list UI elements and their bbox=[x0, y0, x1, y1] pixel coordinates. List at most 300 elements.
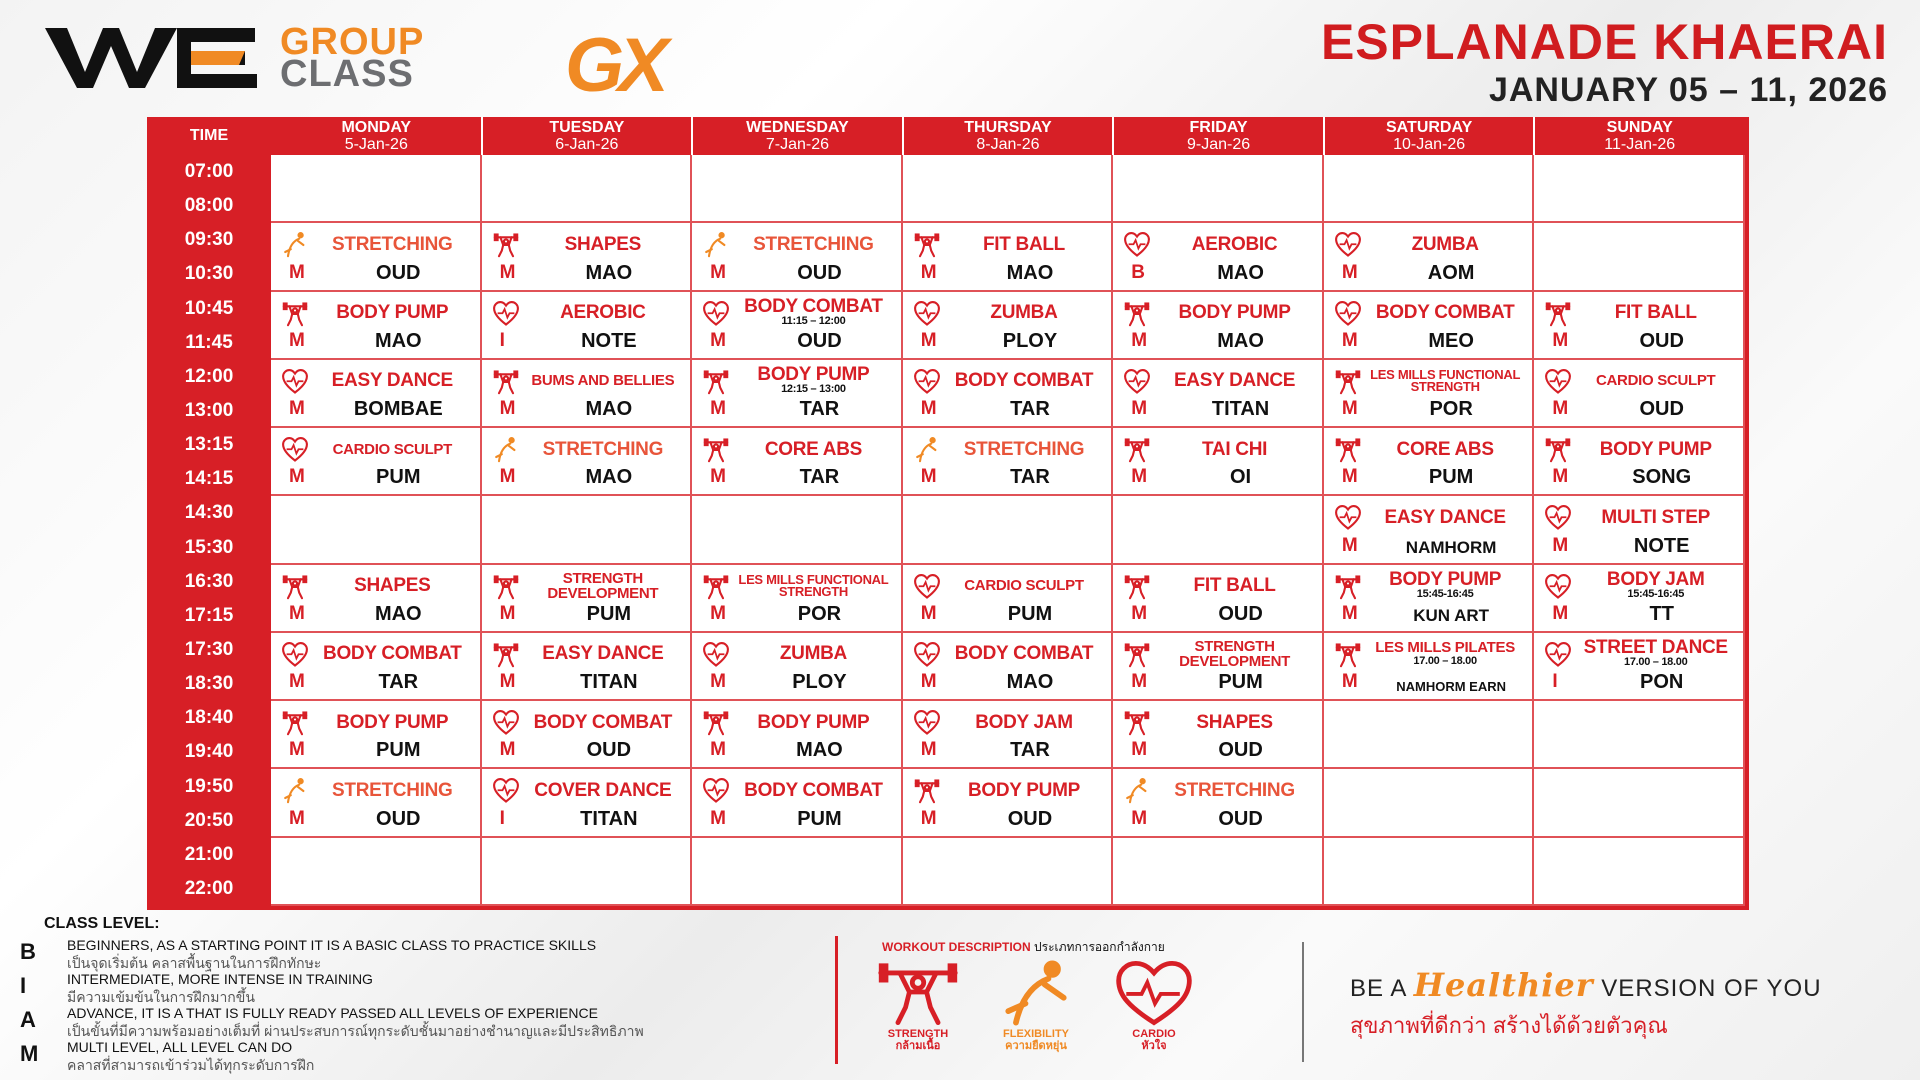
flexibility-icon bbox=[913, 436, 941, 464]
class-cell[interactable] bbox=[692, 292, 903, 360]
schedule-body bbox=[271, 155, 1745, 906]
level-desc-en: BEGINNERS, AS A STARTING POINT IT IS A BASIC CLASS TO PRACTICE SKILLS bbox=[67, 937, 597, 953]
class-name-text: AEROBIC bbox=[560, 302, 646, 324]
empty-cell bbox=[271, 155, 482, 223]
class-cell[interactable] bbox=[1534, 565, 1745, 633]
class-name-text: BODY COMBAT bbox=[744, 296, 883, 318]
class-cell[interactable] bbox=[903, 428, 1114, 496]
class-name bbox=[939, 364, 1110, 398]
class-cell[interactable] bbox=[1113, 428, 1324, 496]
class-level: M bbox=[710, 739, 726, 761]
flexibility-icon bbox=[281, 231, 309, 259]
strength-icon bbox=[1123, 573, 1151, 601]
class-cell[interactable] bbox=[1534, 496, 1745, 564]
time-label: 19:50 bbox=[184, 775, 234, 797]
class-name bbox=[1149, 637, 1320, 671]
trainer-name: TT bbox=[1649, 602, 1674, 625]
venue-block bbox=[1321, 14, 1888, 110]
cardio-icon bbox=[1544, 641, 1572, 669]
class-level: M bbox=[1341, 671, 1358, 693]
class-cell[interactable] bbox=[692, 565, 903, 633]
class-name-text: EASY DANCE bbox=[542, 643, 664, 665]
workout-title-th: ประเภทการออกกำลังกาย bbox=[1034, 940, 1165, 954]
flexibility-icon bbox=[1123, 777, 1151, 805]
trainer-name: TITAN bbox=[1211, 398, 1270, 421]
cardio-icon bbox=[702, 777, 730, 805]
day-name: TUESDAY bbox=[549, 119, 625, 136]
class-cell[interactable] bbox=[1534, 633, 1745, 701]
class-name bbox=[307, 364, 478, 398]
class-name-text: AEROBIC bbox=[1191, 233, 1278, 255]
class-name-text: ZUMBA bbox=[779, 643, 847, 665]
class-cell[interactable] bbox=[271, 633, 482, 701]
time-label: 13:00 bbox=[184, 400, 234, 422]
class-name bbox=[1149, 432, 1320, 466]
strength-icon bbox=[913, 231, 941, 259]
trainer-name: TAR bbox=[1010, 466, 1050, 489]
flexibility-icon bbox=[702, 231, 730, 259]
class-name-text: CARDIO SCULPT bbox=[964, 577, 1084, 595]
strength-icon bbox=[492, 573, 520, 601]
trainer-name: PLOY bbox=[1002, 329, 1058, 352]
class-name-text: BUMS AND BELLIES bbox=[531, 372, 675, 390]
brand-line1: GROUP bbox=[280, 21, 425, 63]
workout-label-en: STRENGTH bbox=[887, 1028, 949, 1040]
class-cell[interactable] bbox=[1534, 360, 1745, 428]
tagline-post: VERSION OF YOU bbox=[1601, 975, 1822, 1002]
class-name bbox=[728, 432, 899, 466]
workout-label-en: CARDIO bbox=[1132, 1028, 1176, 1040]
cardio-icon bbox=[702, 300, 730, 328]
cardio-icon bbox=[492, 709, 520, 737]
class-cell[interactable] bbox=[271, 360, 482, 428]
class-time: 17.00 – 18.00 bbox=[1624, 656, 1688, 669]
class-name-text: BODY PUMP bbox=[1178, 302, 1291, 324]
class-cell[interactable] bbox=[271, 769, 482, 837]
cardio-icon bbox=[281, 436, 309, 464]
class-time: 15:45-16:45 bbox=[1416, 588, 1474, 601]
workout-label-th: กล้ามเนื้อ bbox=[895, 1040, 941, 1052]
class-name-text: EASY DANCE bbox=[1384, 506, 1506, 528]
class-cell[interactable] bbox=[1324, 428, 1535, 496]
class-name-text: BODY COMBAT bbox=[954, 643, 1094, 665]
time-label: 17:15 bbox=[184, 604, 234, 626]
class-name bbox=[1149, 227, 1320, 261]
class-name-text: STRETCHING bbox=[753, 233, 874, 255]
time-label: 14:15 bbox=[184, 468, 234, 490]
class-cell[interactable] bbox=[482, 360, 693, 428]
class-name bbox=[1360, 637, 1531, 671]
class-cell[interactable] bbox=[692, 701, 903, 769]
class-name bbox=[728, 364, 899, 398]
day-name: SATURDAY bbox=[1386, 119, 1473, 136]
class-name bbox=[518, 227, 689, 261]
class-name bbox=[1570, 432, 1741, 466]
class-cell[interactable] bbox=[1534, 428, 1745, 496]
flexibility-icon bbox=[281, 777, 309, 805]
trainer-name: NOTE bbox=[1633, 534, 1690, 557]
class-level: M bbox=[289, 329, 305, 351]
class-level: M bbox=[920, 261, 937, 283]
class-level: M bbox=[289, 739, 305, 761]
empty-cell bbox=[903, 155, 1114, 223]
class-name-text: BODY PUMP bbox=[757, 364, 870, 386]
class-cell[interactable] bbox=[692, 223, 903, 291]
trainer-name: OUD bbox=[586, 739, 632, 762]
cardio-icon bbox=[1334, 231, 1362, 259]
group-class-wordmark bbox=[280, 21, 425, 95]
strength-icon bbox=[1334, 641, 1362, 669]
cardio-icon bbox=[913, 709, 941, 737]
brand-logo bbox=[45, 20, 745, 108]
class-level: M bbox=[1552, 398, 1569, 420]
class-level: M bbox=[1552, 602, 1569, 624]
trainer-name: MAO bbox=[374, 602, 422, 625]
class-level: M bbox=[1131, 466, 1148, 488]
trainer-name: MAO bbox=[1006, 261, 1054, 284]
trainer-name: MAO bbox=[585, 261, 633, 284]
empty-cell bbox=[1113, 496, 1324, 564]
class-name bbox=[1149, 364, 1320, 398]
class-cell[interactable] bbox=[903, 292, 1114, 360]
class-name bbox=[307, 432, 478, 466]
class-name-text: SHAPES bbox=[354, 575, 431, 597]
class-time: 11:15 – 12:00 bbox=[781, 315, 846, 328]
class-level: M bbox=[1131, 398, 1148, 420]
time-label: 10:30 bbox=[184, 263, 234, 285]
cardio-icon bbox=[913, 368, 941, 396]
empty-cell bbox=[692, 838, 903, 906]
day-header-wednesday bbox=[692, 117, 903, 155]
header-divider bbox=[1112, 117, 1114, 155]
trainer-name: NAMHORM bbox=[1405, 537, 1497, 557]
class-name bbox=[1570, 637, 1741, 671]
time-header: TIME bbox=[189, 127, 229, 144]
class-level: M bbox=[920, 602, 937, 624]
class-cell[interactable] bbox=[903, 769, 1114, 837]
trainer-name: PUM bbox=[797, 807, 842, 830]
class-level: M bbox=[1131, 807, 1148, 829]
class-level: M bbox=[289, 398, 305, 420]
day-name: MONDAY bbox=[341, 119, 412, 136]
class-name bbox=[728, 227, 899, 261]
workout-label-th: หัวใจ bbox=[1141, 1040, 1167, 1052]
empty-cell bbox=[692, 155, 903, 223]
class-cell[interactable] bbox=[692, 769, 903, 837]
class-name bbox=[518, 364, 689, 398]
class-name bbox=[1149, 296, 1320, 330]
header-divider bbox=[481, 117, 483, 155]
class-cell[interactable] bbox=[271, 565, 482, 633]
class-level: M bbox=[710, 466, 726, 488]
trainer-name: OUD bbox=[797, 261, 842, 284]
trainer-name: PON bbox=[1640, 671, 1684, 694]
class-name bbox=[939, 296, 1110, 330]
class-cell[interactable] bbox=[1534, 292, 1745, 360]
class-cell[interactable] bbox=[482, 565, 693, 633]
trainer-name: MAO bbox=[1217, 329, 1264, 352]
day-header-friday bbox=[1113, 117, 1324, 155]
time-label: 19:40 bbox=[184, 741, 234, 763]
class-cell[interactable] bbox=[1324, 223, 1535, 291]
cardio-icon bbox=[281, 641, 309, 669]
class-time: 17.00 – 18.00 bbox=[1413, 655, 1477, 668]
workout-label bbox=[1104, 1028, 1204, 1052]
strength-icon bbox=[1123, 641, 1151, 669]
class-level: M bbox=[1552, 466, 1569, 488]
class-name-text: CARDIO SCULPT bbox=[332, 440, 452, 458]
class-name bbox=[1360, 364, 1531, 398]
cardio-icon bbox=[913, 573, 941, 601]
class-cell[interactable] bbox=[1324, 565, 1535, 633]
time-label: 15:30 bbox=[184, 536, 234, 558]
class-cell[interactable] bbox=[1113, 701, 1324, 769]
flexibility-icon bbox=[986, 958, 1086, 1028]
class-name-text: LES MILLS PILATES bbox=[1375, 639, 1515, 657]
level-desc-th: เป็นจุดเริ่มต้น คลาสพื้นฐานในการฝึกทักษะ bbox=[67, 955, 322, 971]
class-cell[interactable] bbox=[692, 360, 903, 428]
class-name bbox=[1149, 773, 1320, 807]
class-name bbox=[939, 432, 1110, 466]
class-name-text: STRETCHING bbox=[332, 779, 453, 801]
trainer-name: PUM bbox=[376, 739, 421, 762]
class-level: M bbox=[920, 466, 937, 488]
class-cell[interactable] bbox=[482, 769, 693, 837]
class-level: M bbox=[1341, 602, 1358, 624]
workout-cardio bbox=[1104, 958, 1204, 1052]
time-label: 17:30 bbox=[184, 638, 234, 660]
cardio-icon bbox=[281, 368, 309, 396]
class-name-text: STRENGTH DEVELOPMENT bbox=[547, 569, 659, 602]
class-name-text: BODY COMBAT bbox=[954, 370, 1094, 392]
strength-icon bbox=[1123, 300, 1151, 328]
trainer-name: TAR bbox=[1010, 398, 1050, 421]
trainer-name: SONG bbox=[1632, 466, 1692, 489]
trainer-name: PUM bbox=[376, 466, 421, 489]
class-name-text: ZUMBA bbox=[990, 302, 1058, 324]
class-cell[interactable] bbox=[1324, 292, 1535, 360]
level-letter-a: A bbox=[20, 1007, 36, 1032]
day-header-thursday bbox=[903, 117, 1114, 155]
class-cell[interactable] bbox=[1113, 223, 1324, 291]
trainer-name: TAR bbox=[799, 398, 840, 421]
strength-icon bbox=[1544, 300, 1572, 328]
empty-cell bbox=[692, 496, 903, 564]
day-date: 9-Jan-26 bbox=[1186, 136, 1251, 153]
class-level: M bbox=[499, 739, 516, 761]
class-name-text: COVER DANCE bbox=[534, 779, 672, 801]
trainer-name: MAO bbox=[585, 398, 633, 421]
empty-cell bbox=[903, 838, 1114, 906]
class-name bbox=[1360, 227, 1531, 261]
flexibility-icon bbox=[492, 436, 520, 464]
divider bbox=[1302, 942, 1304, 1062]
class-level: M bbox=[1552, 329, 1569, 351]
class-level: M bbox=[289, 261, 305, 283]
class-cell[interactable] bbox=[903, 223, 1114, 291]
strength-icon bbox=[1123, 709, 1151, 737]
class-name-text: CORE ABS bbox=[1396, 438, 1494, 460]
class-cell[interactable] bbox=[482, 292, 693, 360]
trainer-name: MAO bbox=[585, 466, 633, 489]
header-divider bbox=[691, 117, 693, 155]
trainer-name: OUD bbox=[1218, 602, 1263, 625]
day-date: 5-Jan-26 bbox=[344, 136, 408, 153]
class-cell[interactable] bbox=[482, 701, 693, 769]
empty-cell bbox=[1113, 155, 1324, 223]
trainer-name: OUD bbox=[1007, 807, 1053, 830]
class-cell[interactable] bbox=[271, 292, 482, 360]
workout-strength bbox=[868, 958, 968, 1052]
class-level: M bbox=[1341, 398, 1358, 420]
workout-label bbox=[986, 1028, 1086, 1052]
class-cell[interactable] bbox=[1324, 360, 1535, 428]
time-label: 18:30 bbox=[184, 673, 234, 695]
class-cell[interactable] bbox=[482, 633, 693, 701]
class-name bbox=[939, 773, 1110, 807]
brand-line2: CLASS bbox=[280, 53, 414, 95]
strength-icon bbox=[281, 573, 309, 601]
class-level: B bbox=[1131, 261, 1146, 283]
trainer-name: OUD bbox=[1218, 807, 1263, 830]
class-cell[interactable] bbox=[482, 223, 693, 291]
trainer-name: NOTE bbox=[581, 329, 637, 352]
class-name-text: ZUMBA bbox=[1411, 233, 1479, 255]
class-name bbox=[728, 705, 899, 739]
schedule-grid bbox=[147, 117, 1749, 910]
empty-cell bbox=[482, 496, 693, 564]
empty-cell bbox=[1534, 155, 1745, 223]
class-cell[interactable] bbox=[482, 428, 693, 496]
class-cell[interactable] bbox=[1113, 565, 1324, 633]
class-name-text: LES MILLS FUNCTIONAL STRENGTH bbox=[1370, 366, 1521, 394]
strength-icon bbox=[492, 368, 520, 396]
class-cell[interactable] bbox=[692, 633, 903, 701]
strength-icon bbox=[702, 368, 730, 396]
day-header-tuesday bbox=[482, 117, 693, 155]
class-cell[interactable] bbox=[1324, 633, 1535, 701]
time-label: 22:00 bbox=[184, 877, 234, 899]
class-level: M bbox=[710, 807, 726, 829]
class-name bbox=[939, 705, 1110, 739]
class-cell[interactable] bbox=[271, 223, 482, 291]
class-level: M bbox=[1131, 671, 1148, 693]
trainer-name: MAO bbox=[1006, 671, 1054, 694]
trainer-name: OUD bbox=[1639, 398, 1684, 421]
class-cell[interactable] bbox=[1113, 360, 1324, 428]
empty-cell bbox=[1534, 223, 1745, 291]
class-name-text: BODY COMBAT bbox=[533, 711, 673, 733]
class-name bbox=[518, 569, 689, 603]
cardio-icon bbox=[492, 777, 520, 805]
trainer-name: MEO bbox=[1428, 329, 1474, 352]
class-cell[interactable] bbox=[271, 428, 482, 496]
tagline-highlight: Healthier bbox=[1413, 966, 1594, 1004]
class-cell[interactable] bbox=[1113, 633, 1324, 701]
empty-cell bbox=[903, 496, 1114, 564]
trainer-name: PLOY bbox=[792, 671, 847, 694]
level-desc-en: INTERMEDIATE, MORE INTENSE IN TRAINING bbox=[67, 971, 373, 987]
class-name-text: LES MILLS FUNCTIONAL STRENGTH bbox=[738, 571, 889, 599]
class-level: M bbox=[499, 398, 516, 420]
class-name bbox=[307, 296, 478, 330]
class-name bbox=[518, 705, 689, 739]
strength-icon bbox=[702, 573, 730, 601]
class-name bbox=[1149, 705, 1320, 739]
class-name bbox=[1570, 296, 1741, 330]
class-name-text: TAI CHI bbox=[1202, 438, 1268, 460]
class-name bbox=[518, 773, 689, 807]
class-name bbox=[307, 227, 478, 261]
class-cell[interactable] bbox=[903, 701, 1114, 769]
class-name bbox=[307, 773, 478, 807]
cardio-icon bbox=[1334, 300, 1362, 328]
class-level: I bbox=[499, 807, 505, 829]
level-letter-i: I bbox=[20, 973, 27, 998]
strength-icon bbox=[281, 300, 309, 328]
class-name-text: SHAPES bbox=[1196, 711, 1273, 733]
class-name bbox=[939, 227, 1110, 261]
class-name-text: BODY PUMP bbox=[1599, 438, 1712, 460]
cardio-icon bbox=[702, 641, 730, 669]
level-desc-th: คลาสที่สามารถเข้าร่วมได้ทุกระดับการฝึก bbox=[67, 1057, 315, 1073]
class-cell[interactable] bbox=[1324, 496, 1535, 564]
time-label: 18:40 bbox=[184, 707, 234, 729]
time-label: 08:00 bbox=[184, 195, 234, 217]
workout-title bbox=[882, 938, 1165, 957]
class-cell[interactable] bbox=[271, 701, 482, 769]
day-name: THURSDAY bbox=[964, 119, 1052, 136]
strength-icon bbox=[1334, 436, 1362, 464]
empty-cell bbox=[1534, 838, 1745, 906]
class-cell[interactable] bbox=[903, 360, 1114, 428]
class-name bbox=[307, 637, 478, 671]
trainer-name: AOM bbox=[1427, 261, 1475, 284]
empty-cell bbox=[271, 838, 482, 906]
class-name bbox=[728, 773, 899, 807]
level-desc-en: MULTI LEVEL, ALL LEVEL CAN DO bbox=[67, 1039, 293, 1055]
class-cell[interactable] bbox=[692, 428, 903, 496]
class-name-text: BODY PUMP bbox=[336, 711, 449, 733]
time-label: 11:45 bbox=[185, 331, 233, 353]
header-divider bbox=[902, 117, 904, 155]
class-name-text: STRENGTH DEVELOPMENT bbox=[1179, 637, 1290, 670]
we-logo bbox=[45, 20, 270, 92]
strength-icon bbox=[702, 709, 730, 737]
day-header-monday bbox=[271, 117, 482, 155]
class-level: M bbox=[1131, 739, 1148, 761]
header-divider bbox=[1323, 117, 1325, 155]
class-level: M bbox=[1341, 466, 1358, 488]
class-level: M bbox=[289, 602, 305, 624]
class-name bbox=[1360, 432, 1531, 466]
class-cell[interactable] bbox=[903, 633, 1114, 701]
class-level: M bbox=[289, 671, 305, 693]
trainer-name: TAR bbox=[799, 466, 840, 489]
workout-label-th: ความยืดหยุ่น bbox=[1005, 1040, 1067, 1052]
class-cell[interactable] bbox=[903, 565, 1114, 633]
class-cell[interactable] bbox=[1113, 769, 1324, 837]
legend-title: CLASS LEVEL: bbox=[44, 915, 160, 932]
trainer-name: PUM bbox=[1218, 671, 1263, 694]
trainer-name: OUD bbox=[1639, 329, 1684, 352]
trainer-name: PUM bbox=[1007, 602, 1053, 625]
class-name-text: EASY DANCE bbox=[1173, 370, 1296, 392]
class-name bbox=[1570, 364, 1741, 398]
class-level: M bbox=[289, 807, 305, 829]
class-cell[interactable] bbox=[1113, 292, 1324, 360]
class-level: M bbox=[920, 739, 937, 761]
